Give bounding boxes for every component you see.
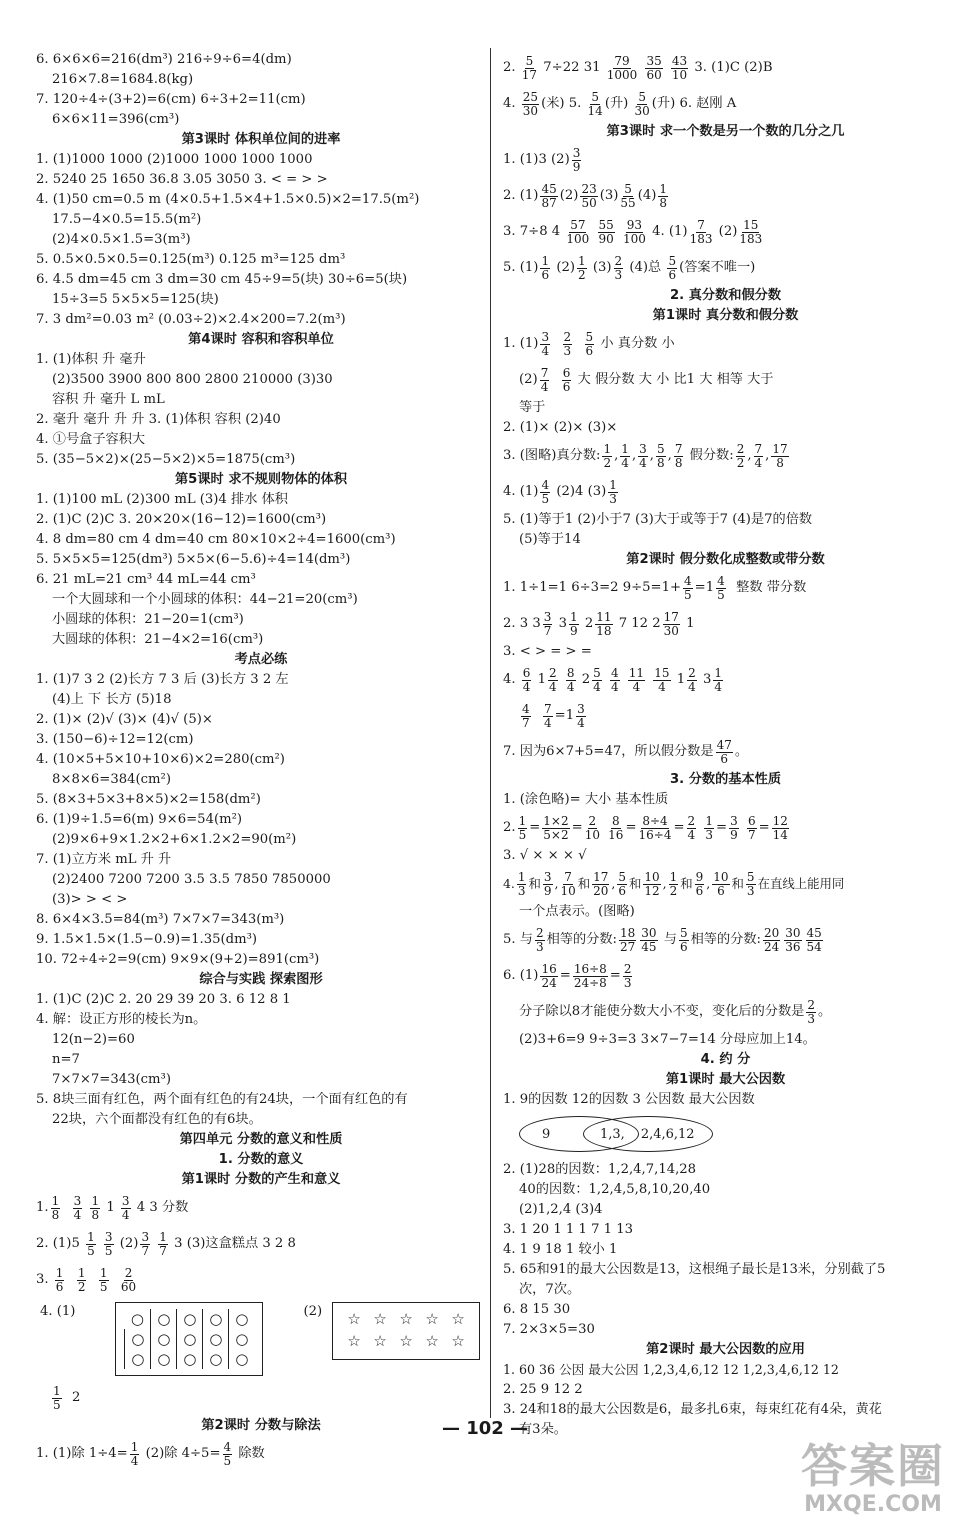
fraction: 3 5 <box>104 1229 113 1258</box>
answer-line: 7. 3 dm²=0.03 m² (0.03÷2)×2.4×200=7.2(m³) <box>36 312 346 327</box>
fraction: 30 36 <box>785 925 801 954</box>
section-heading: 考点必练 <box>234 652 288 667</box>
fraction: 25 30 <box>522 89 539 118</box>
circle-icon: ○ <box>202 1309 228 1329</box>
answer-line: 次，7次。 <box>519 1282 581 1297</box>
answer-line: 小圆球的体积：21−20=1(cm³) <box>52 612 244 627</box>
fraction: $\frac{2}{4}$ <box>687 813 696 842</box>
fraction: 8 4 <box>566 665 575 694</box>
fraction: 35 60 <box>646 53 662 82</box>
answer-line: (2)1,2,4 (3)4 <box>519 1202 603 1217</box>
answer-line: 4. (1)50 cm=0.5 m (4×0.5+1.5×4+1.5×0.5)×2=17.5(m²) <box>36 192 420 207</box>
answer-line: 2. 25 9 12 2 <box>503 1382 583 1397</box>
circle-icon: ○ <box>150 1349 176 1369</box>
answer-line: (2)2400 7200 7200 3.5 3.5 7850 7850000 <box>52 872 331 887</box>
watermark-logo: 答案圈 MXQE.COM <box>801 1439 945 1517</box>
fraction: 1 6 <box>55 1265 64 1294</box>
fraction: 1 4 <box>621 441 629 470</box>
answer-line: (2)3500 3900 800 800 2800 210000 (3)30 <box>52 372 333 387</box>
fraction: 5 6 <box>585 329 594 358</box>
fraction: $\frac{2}{3}$ <box>623 961 632 990</box>
answer-line: (4)上 下 长方 (5)18 <box>52 692 172 707</box>
fraction: 1 4 <box>714 665 723 694</box>
left-column <box>36 50 486 1472</box>
fraction: 1 8 <box>51 1193 60 1222</box>
answer-line: (5)等于14 <box>519 532 581 547</box>
answer-line: 1. (1)体积 升 毫升 <box>36 352 146 367</box>
star-icon: ☆ <box>347 1332 361 1350</box>
venn-set-12: 1,3, 2,4,6,12 <box>583 1116 713 1152</box>
answer-line: 一个大圆球和一个小圆球的体积：44−21=20(cm³) <box>52 592 358 607</box>
answer-line: 1. (1)7 3 2 (2)长方 7 3 后 (3)长方 3 2 左 <box>36 672 289 687</box>
section-heading: 第四单元 分数的意义和性质 <box>179 1132 343 1147</box>
fraction: 3 9 <box>572 145 581 174</box>
section-heading: 4. 约 分 <box>700 1052 751 1067</box>
fraction: $\frac{12}{14}$ <box>772 813 788 842</box>
fraction: 43 10 <box>671 53 688 82</box>
section-heading: 第1课时 分数的产生和意义 <box>181 1172 341 1187</box>
answer-line: 3. 7÷8 4 57 100 55 90 93 100 4. (1) 7 183 (2) 15 183 <box>503 217 763 246</box>
answer-line: 1. (1)1000 1000 (2)1000 1000 1000 1000 <box>36 152 313 167</box>
answer-line: 22块，六个面都没有红色的有6块。 <box>52 1112 262 1127</box>
answer-line: 7×7×7=343(cm³) <box>52 1072 171 1087</box>
fraction: 1 9 <box>569 609 578 638</box>
answer-line: 7. 120÷4÷(3+2)=6(cm) 6÷3+2=11(cm) <box>36 92 306 107</box>
answer-line: 5. 65和91的最大公因数是13，这根绳子最长是13米，分别截了5 <box>503 1262 886 1277</box>
answer-line: 8×8×6=384(cm²) <box>52 772 171 787</box>
fraction: 23 50 <box>581 181 597 210</box>
fraction: 10 6 <box>713 869 729 898</box>
frac-line-q4: 1 5 2 <box>53 1383 81 1412</box>
answer-line: 5. (1) 1 6 (2) 1 2 (3) 2 3 (4)总 5 6 (答案不唯一) <box>503 253 756 282</box>
section-heading: 第5课时 求不规则物体的体积 <box>174 472 348 487</box>
answer-line: (3)> > < > <box>52 892 128 907</box>
section-heading: 第2课时 分数与除法 <box>201 1418 321 1433</box>
frac-line-q1: 1. 1 8 3 4 1 8 1 3 4 4 3 分数 <box>36 1193 189 1222</box>
fraction: $\frac{4}{5}$ <box>684 573 692 602</box>
fraction: 3 4 <box>121 1193 130 1222</box>
star-icon: ☆ <box>399 1310 413 1328</box>
fraction: 5 3 <box>746 869 755 898</box>
fraction: $\frac{2}{10}$ <box>584 813 600 842</box>
section-heading: 第4课时 容积和容积单位 <box>188 332 334 347</box>
fraction: 17 30 <box>663 609 679 638</box>
fraction: 1 5 <box>99 1265 108 1294</box>
answer-line: 9. 1.5×1.5×(1.5−0.9)=1.35(dm³) <box>36 932 258 947</box>
star-icon: ☆ <box>347 1310 361 1328</box>
page-number: — 102 — <box>441 1418 529 1439</box>
fraction: 1 2 <box>578 253 586 282</box>
answer-line: 6. (1) $\frac{16}{24}$ = $\frac{16\div 8}{24\div 8}$ = $\frac{2}{3}$ <box>503 961 632 990</box>
answer-line: 5. (8×3+5×3+8×5)×2=158(dm²) <box>36 792 261 807</box>
fraction: 17 8 <box>772 441 788 470</box>
section-heading: 1. 分数的意义 <box>218 1152 304 1167</box>
answer-line: 等于 <box>519 400 546 415</box>
fraction: 7 4 <box>540 365 549 394</box>
fraction: 5 14 <box>587 89 603 118</box>
fraction: 1 3 <box>609 477 617 506</box>
star-grid <box>332 1302 480 1360</box>
answer-line: 4. 解：设正方形的棱长为n。 <box>36 1012 207 1027</box>
fraction: $\frac{6}{7}$ <box>747 813 756 842</box>
answer-line: 40的因数：1,2,4,5,8,10,20,40 <box>519 1182 711 1197</box>
fraction: 20 24 <box>763 925 780 954</box>
circle-icon: ○ <box>202 1349 228 1369</box>
answer-line: 5. 5×5×5=125(dm³) 5×5×(6−5.6)÷4=14(dm³) <box>36 552 351 567</box>
frac-figures: 4. (1) ○ ○ ○ ○ ○ ○ ○ ○ ○ ○ ○ ○ ○ ○ ○ (2) ☆ ☆ ☆ ☆ ☆ ☆ ☆ ☆ ☆ ☆ <box>36 1302 486 1376</box>
section-heading: 第2课时 假分数化成整数或带分数 <box>626 552 825 567</box>
answer-line: 5. 与 2 3 相等的分数: 18 27 30 45 与 5 6 相等的分数: 20 24 30 36 45 54 <box>503 925 822 954</box>
answer-line: 6. 21 mL=21 cm³ 44 mL=44 cm³ <box>36 572 256 587</box>
circle-icon: ○ <box>150 1309 176 1329</box>
answer-line: 3. 1 20 1 1 1 7 1 13 <box>503 1222 634 1237</box>
fraction: 2 3 <box>535 925 544 954</box>
answer-line: 3. √ × × × √ <box>503 848 587 863</box>
fraction: 2 60 <box>120 1265 137 1294</box>
fraction: 55 90 <box>598 217 614 246</box>
answer-line: 2. 5 17 7÷22 31 79 1000 35 60 43 10 3. (1)C (2)B <box>503 53 773 82</box>
answer-line: 4. ①号盒子容积大 <box>36 432 146 447</box>
answer-line: 12(n−2)=60 <box>52 1032 135 1047</box>
fraction: 6 6 <box>562 365 571 394</box>
circle-icon: ○ <box>176 1349 202 1369</box>
fraction: 3 4 <box>577 701 585 730</box>
fraction: $\frac{8}{16}$ <box>608 813 624 842</box>
answer-line: 3. < > = > = <box>503 644 592 659</box>
answer-line: 1. (涂色略)= 大小 基本性质 <box>503 792 669 807</box>
fraction: 3 4 <box>639 441 647 470</box>
answer-line: 1. (1)3 (2) 3 9 <box>503 145 581 174</box>
answer-line: 15÷3=5 5×5×5=125(块) <box>52 292 219 307</box>
fraction: 3 4 <box>73 1193 82 1222</box>
fraction: 5 30 <box>634 89 650 118</box>
answer-line: 4. 6 4 1 2 4 8 4 2 5 4 4 4 11 4 15 4 1 2 4 3 1 4 <box>503 665 723 694</box>
answer-line: 2. 毫升 毫升 升 升 3. (1)体积 容积 (2)40 <box>36 412 281 427</box>
answer-line: 1. (1) 3 4 2 3 5 6 小 真分数 小 <box>503 329 675 358</box>
circle-icon: ○ <box>228 1329 254 1349</box>
answer-line: 2. $\frac{1}{5}$ = $\frac{1\times 2}{5\times 2}$ = $\frac{2}{10}$ $\frac{8}{16}$ = $\frac{8\div 4}{16\div 4}$ = $\frac{2}{4}$ $\frac{1}{3}$ = $\frac{3}{9}$ $\frac{6}{7}$ = $\frac{12}{14}$ <box>503 813 788 842</box>
section-heading: 第2课时 最大公因数的应用 <box>646 1342 805 1357</box>
fraction: 5 4 <box>593 665 601 694</box>
answer-line: 5. 0.5×0.5×0.5=0.125(m³) 0.125 m³=125 dm³ <box>36 252 346 267</box>
fraction: 2 3 <box>563 329 572 358</box>
circle-icon: ○ <box>176 1329 202 1349</box>
fraction: 47 6 <box>716 737 732 766</box>
fraction: $\frac{1}{3}$ <box>705 813 714 842</box>
answer-line: 17.5−4×0.5=15.5(m²) <box>52 212 202 227</box>
fraction: 57 100 <box>566 217 590 246</box>
fraction: 1 7 <box>159 1229 167 1258</box>
circle-grid <box>115 1302 263 1376</box>
frac-line-q5: 1. (1)除 1÷4= $\frac{1}{4}$ (2)除 4÷5= $\frac{4}{5}$ 除数 <box>36 1439 265 1468</box>
answer-line: 2. (1)C (2)C 3. 20×20×(16−12)=1600(cm³) <box>36 512 327 527</box>
answer-line: 容积 升 毫升 L mL <box>52 392 165 407</box>
answer-line: 4. 1 9 18 1 较小 1 <box>503 1242 618 1257</box>
fraction: $\frac{16\div 8}{24\div 8}$ <box>573 961 607 990</box>
fraction: 45 54 <box>806 925 822 954</box>
fraction: 1 8 <box>659 181 668 210</box>
answer-line: 7. 因为6×7+5=47，所以假分数是 47 6 。 <box>503 737 749 766</box>
fraction: 45 87 <box>541 181 557 210</box>
fraction: 15 4 <box>654 665 670 694</box>
answer-line: 1. 1÷1=1 6÷3=2 9÷5=1+ $\frac{4}{5}$ =1 4 5 整数 带分数 <box>503 573 807 602</box>
star-icon: ☆ <box>373 1310 387 1328</box>
circle-icon: ○ <box>228 1309 254 1329</box>
answer-line: 3. 24和18的最大公因数是6，最多扎6束，每束红花有4朵，黄花 <box>503 1402 882 1417</box>
fraction: 15 183 <box>739 217 763 246</box>
fraction: 7 8 <box>674 441 683 470</box>
section-heading: 综合与实践 探索图形 <box>199 972 323 987</box>
fraction: 5 8 <box>656 441 665 470</box>
answer-line: 4. (1) 4 5 (2)4 (3) 1 3 <box>503 477 617 506</box>
fraction: $\frac{1}{4}$ <box>130 1439 139 1468</box>
fraction: 93 100 <box>622 217 646 246</box>
answer-line: 有3朵。 <box>519 1422 567 1437</box>
answer-line: (2) 7 4 6 6 大 假分数 大 小 比1 大 相等 大于 <box>519 365 774 394</box>
section-heading: 第1课时 真分数和假分数 <box>652 308 799 323</box>
answer-line: 3. (150−6)÷12=12(cm) <box>36 732 194 747</box>
answer-line: (2)4×0.5×1.5=3(m³) <box>52 232 191 247</box>
venn-set-9: 9 <box>519 1116 639 1152</box>
fraction: 1 8 <box>91 1193 100 1222</box>
fraction: $\frac{1}{5}$ <box>518 813 527 842</box>
fraction: 1 2 <box>77 1265 86 1294</box>
answer-line: 6. 8 15 30 <box>503 1302 571 1317</box>
fraction: 1 2 <box>603 441 612 470</box>
star-icon: ☆ <box>399 1332 413 1350</box>
answer-line: 7. (1)立方米 mL 升 升 <box>36 852 172 867</box>
fraction: 6 4 <box>522 665 531 694</box>
star-icon: ☆ <box>451 1310 465 1328</box>
star-icon: ☆ <box>425 1332 439 1350</box>
answer-line: 4. (10×5+5×10+10×6)×2=280(cm²) <box>36 752 285 767</box>
answer-line: 216×7.8=1684.8(kg) <box>52 72 194 87</box>
answer-line: 4. 8 dm=80 cm 4 dm=40 cm 80×10×2÷4=1600(cm³) <box>36 532 396 547</box>
fraction: 79 1000 <box>606 53 638 82</box>
fraction: 4 5 <box>717 573 725 602</box>
fraction: 18 27 <box>620 925 636 954</box>
fraction: 17 20 <box>593 869 609 898</box>
fraction: 2 4 <box>549 665 557 694</box>
fraction: 1 6 <box>541 253 550 282</box>
fraction: $\frac{7}{4}$ <box>544 701 552 730</box>
fraction: 5 6 <box>668 253 677 282</box>
answer-line: 2. 5240 25 1650 36.8 3.05 3050 3. < = > > <box>36 172 328 187</box>
circle-icon: ○ <box>124 1349 150 1369</box>
answer-line: 5. 8块三面有红色，两个面有红色的有24块，一个面有红色的有 <box>36 1092 408 1107</box>
fraction: 1 5 <box>53 1383 61 1412</box>
answer-line: 6×6×11=396(cm³) <box>52 112 180 127</box>
answer-line: 10. 72÷4÷2=9(cm) 9×9×(9+2)=891(cm³) <box>36 952 320 967</box>
answer-line: 2. (1)× (2)√ (3)× (4)√ (5)× <box>36 712 213 727</box>
answer-line: 5. (1)等于1 (2)小于7 (3)大于或等于7 (4)是7的倍数 <box>503 512 813 527</box>
fraction: 3 7 <box>543 609 552 638</box>
answer-line: 2. (1)× (2)× (3)× <box>503 420 618 435</box>
answer-line: n=7 <box>52 1052 80 1067</box>
fraction: $\frac{8\div 4}{16\div 4}$ <box>638 813 672 842</box>
answer-line: 1. (1)100 mL (2)300 mL (3)4 排水 体积 <box>36 492 288 507</box>
fraction: 11 4 <box>628 665 645 694</box>
circle-icon: ○ <box>130 1310 145 1328</box>
column-divider <box>490 48 491 1418</box>
fraction: 2 4 <box>688 665 696 694</box>
fraction: 5 55 <box>620 181 636 210</box>
fraction: 2 3 <box>807 997 815 1026</box>
fraction: $\frac{4}{5}$ <box>223 1439 232 1468</box>
venn-diagram <box>519 1112 779 1158</box>
section-heading: 3. 分数的基本性质 <box>669 772 782 787</box>
right-column <box>503 50 948 1440</box>
answer-line: 6. 4.5 dm=45 cm 3 dm=30 cm 45÷9=5(块) 30÷6=5(块) <box>36 272 408 287</box>
answer-line: 分子除以8才能使分数大小不变，变化后的分数是 2 3 。 <box>519 997 832 1026</box>
fraction: 5 6 <box>618 869 626 898</box>
answer-line: 大圆球的体积：21−4×2=16(cm³) <box>52 632 264 647</box>
answer-line: 6. (1)9÷1.5=6(m) 9×6=54(m²) <box>36 812 243 827</box>
fraction: 2 3 <box>614 253 623 282</box>
fraction: 1 5 <box>87 1229 95 1258</box>
fraction: 2 2 <box>736 441 745 470</box>
answer-line: 3. (图略)真分数: 1 2 , 1 4 , 3 4 , 5 8 , 7 8 假分数: 2 2 , 7 4 , 17 8 <box>503 441 788 470</box>
frac-line-q2: 2. (1)5 1 5 3 5 (2) 3 7 1 7 3 (3)这盒糕点 3 2 8 <box>36 1229 296 1258</box>
fraction: 7 4 <box>754 441 763 470</box>
answer-line: 6. 6×6×6=216(dm³) 216÷9÷6=4(dm) <box>36 52 292 67</box>
answer-line: 1. (1)C (2)C 2. 20 29 39 20 3. 6 12 8 1 <box>36 992 291 1007</box>
section-heading: 2. 真分数和假分数 <box>669 288 782 303</box>
fraction: 10 12 <box>644 869 660 898</box>
answer-line: 5. (35−5×2)×(25−5×2)×5=1875(cm³) <box>36 452 296 467</box>
fraction: $\frac{1\times 2}{5\times 2}$ <box>543 813 569 842</box>
answer-line: 4 7 $\frac{7}{4}$ =1 3 4 <box>522 701 585 730</box>
answer-line: 4. 1 3 和 3 9 , 7 10 和 17 20 , 5 6 和 10 12 , 1 2 和 9 6 , 10 6 和 5 3 在直线上能用同 <box>503 869 845 898</box>
fraction: 5 17 <box>521 53 538 82</box>
fraction: 1 2 <box>669 869 678 898</box>
answer-line: 1. 60 36 公因 最大公因 1,2,3,4,6,12 12 1,2,3,4,6,12 12 <box>503 1362 839 1377</box>
fraction: 4 5 <box>541 477 550 506</box>
fraction: 9 6 <box>695 869 704 898</box>
fraction: 5 6 <box>679 925 688 954</box>
circle-icon: ○ <box>228 1349 254 1369</box>
fraction: 3 9 <box>543 869 552 898</box>
fraction: 7 10 <box>560 869 576 898</box>
fraction: 4 7 <box>522 701 530 730</box>
fraction: $\frac{3}{9}$ <box>730 813 738 842</box>
answer-line: 一个点表示。(图略) <box>519 904 635 919</box>
section-heading: 第3课时 体积单位间的进率 <box>181 132 341 147</box>
fraction: 3 4 <box>541 329 550 358</box>
star-icon: ☆ <box>451 1332 465 1350</box>
answer-line: 8. 6×4×3.5=84(m³) 7×7×7=343(m³) <box>36 912 285 927</box>
frac-line-q3: 3. 1 6 1 2 1 5 2 60 <box>36 1265 137 1294</box>
answer-line: (2)3+6=9 9÷3=3 3×7−7=14 分母应加上14。 <box>519 1032 816 1047</box>
answer-line: 2. (1)28的因数：1,2,4,7,14,28 <box>503 1162 697 1177</box>
fraction: 30 45 <box>641 925 657 954</box>
fraction: 4 4 <box>610 665 619 694</box>
fraction: 11 18 <box>596 609 612 638</box>
fraction: $\frac{16}{24}$ <box>541 961 557 990</box>
answer-line: 4. 25 30 (米) 5. 5 14 (升) 5 30 (升) 6. 赵刚 A <box>503 89 737 118</box>
circle-icon: ○ <box>124 1329 150 1349</box>
fraction: 1 3 <box>517 869 526 898</box>
section-heading: 第1课时 最大公因数 <box>665 1072 786 1087</box>
circle-icon: ○ <box>202 1329 228 1349</box>
answer-line: 2. (1) 45 87 (2) 23 50 (3) 5 55 (4) 1 8 <box>503 181 668 210</box>
answer-line: 7. 2×3×5=30 <box>503 1322 595 1337</box>
answer-line: 2. 3 3 3 7 3 1 9 2 11 18 7 12 2 17 30 1 <box>503 609 695 638</box>
fraction: 3 7 <box>141 1229 150 1258</box>
answer-line: (2)9×6+9×1.2×2+6×1.2×2=90(m²) <box>52 832 297 847</box>
circle-icon: ○ <box>150 1329 176 1349</box>
fraction: 7 183 <box>689 217 713 246</box>
circle-icon: ○ <box>176 1309 202 1329</box>
star-icon: ☆ <box>373 1332 387 1350</box>
answer-line: 1. 9的因数 12的因数 3 公因数 最大公因数 <box>503 1092 755 1107</box>
star-icon: ☆ <box>425 1310 439 1328</box>
section-heading: 第3课时 求一个数是另一个数的几分之几 <box>606 124 845 139</box>
